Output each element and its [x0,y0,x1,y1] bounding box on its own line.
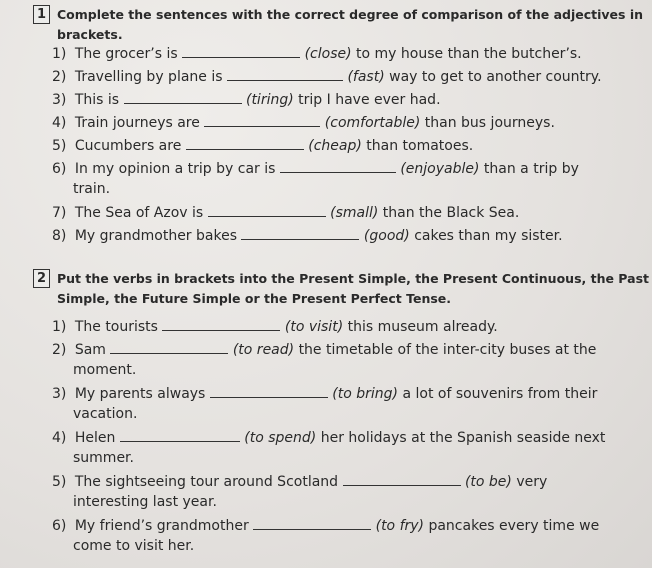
item-number: 5) [52,474,67,490]
answer-blank[interactable] [280,158,396,173]
sentence-end: than bus journeys. [424,115,555,131]
sentence-start: The grocer’s is [74,46,178,62]
item-number: 3) [52,92,67,108]
sentence-start: My parents always [74,386,206,402]
sentence-end: to my house than the butcher’s. [356,46,582,62]
instruction-line-2: Simple, the Future Simple or the Present Perfect Tense. [57,291,452,306]
ex1-item-3 [52,89,441,110]
sentence-end: pancakes every time we [428,518,600,534]
item-number: 2) [52,342,67,358]
sentence-continuation: summer. [73,450,134,466]
item-number: 6) [52,518,67,534]
sentence-continuation: train. [73,181,111,197]
bracket-word: (to read) [232,342,295,358]
answer-blank[interactable] [208,202,326,217]
item-number: 5) [52,138,67,154]
bracket-word: (to be) [464,474,512,490]
answer-blank[interactable] [124,89,242,104]
sentence-start: The sightseeing tour around Scotland [74,474,339,490]
answer-blank[interactable] [253,515,371,530]
ex1-item-1 [52,43,582,64]
sentence-start: Cucumbers are [74,138,182,154]
bracket-word: (to bring) [332,386,398,402]
answer-blank[interactable] [182,43,300,58]
exercise-2-instruction [57,269,649,309]
sentence-end: her holidays at the Spanish seaside next [320,430,606,446]
sentence-start: The tourists [74,319,158,335]
bracket-word: (enjoyable) [400,161,480,177]
ex2-item-4 [52,427,605,448]
ex2-item-1 [52,316,498,337]
item-number: 8) [52,228,67,244]
answer-blank[interactable] [204,112,320,127]
sentence-start: Sam [74,342,106,358]
sentence-start: Train journeys are [74,115,200,131]
ex2-item-2 [52,339,596,360]
sentence-end: very [516,474,548,490]
exercise-1-number: 1 [33,5,50,24]
answer-blank[interactable] [120,427,240,442]
bracket-word: (comfortable) [324,115,421,131]
answer-blank[interactable] [227,66,343,81]
sentence-start: This is [74,92,120,108]
answer-blank[interactable] [162,316,280,331]
sentence-start: My friend’s grandmother [74,518,249,534]
bracket-word: (good) [363,228,410,244]
ex1-item-8 [52,225,563,246]
answer-blank[interactable] [210,383,328,398]
item-number: 1) [52,319,67,335]
sentence-start: In my opinion a trip by car is [74,161,276,177]
sentence-end: than the Black Sea. [382,205,520,221]
item-number: 6) [52,161,67,177]
bracket-word: (close) [304,46,352,62]
sentence-continuation: vacation. [73,406,138,422]
item-number: 3) [52,386,67,402]
ex1-item-6 [52,158,579,179]
exercise-2-number: 2 [33,269,50,288]
ex1-item-4 [52,112,555,133]
ex2-item-6-continuation [73,536,194,556]
item-number: 4) [52,115,67,131]
sentence-end: the timetable of the inter-city buses at the [298,342,597,358]
item-number: 7) [52,205,67,221]
ex1-item-6-continuation [73,179,110,199]
sentence-start: Travelling by plane is [74,69,223,85]
exercise-1-header [33,5,652,45]
bracket-word: (small) [330,205,379,221]
sentence-end: than a trip by [483,161,579,177]
bracket-word: (cheap) [308,138,362,154]
sentence-continuation: moment. [73,362,137,378]
ex2-item-5-continuation [73,492,217,512]
bracket-word: (to spend) [244,430,317,446]
sentence-end: way to get to another country. [389,69,602,85]
item-number: 2) [52,69,67,85]
answer-blank[interactable] [186,135,304,150]
item-number: 4) [52,430,67,446]
sentence-end: than tomatoes. [366,138,474,154]
sentence-start: Helen [74,430,116,446]
answer-blank[interactable] [343,471,461,486]
sentence-continuation: interesting last year. [73,494,217,510]
sentence-end: a lot of souvenirs from their [402,386,598,402]
sentence-end: trip I have ever had. [298,92,441,108]
sentence-continuation: come to visit her. [73,538,195,554]
sentence-start: My grandmother bakes [74,228,237,244]
exercise-2-header [33,269,649,309]
bracket-word: (to fry) [375,518,425,534]
bracket-word: (to visit) [284,319,344,335]
ex2-item-5 [52,471,547,492]
ex1-item-5 [52,135,473,156]
sentence-start: The Sea of Azov is [74,205,204,221]
ex2-item-3-continuation [73,404,137,424]
exercise-1-instruction: Complete the sentences with the correct degree of comparison of the adjectives in brackets. [57,7,644,42]
ex2-item-4-continuation [73,448,134,468]
bracket-word: (fast) [347,69,385,85]
sentence-end: cakes than my sister. [414,228,563,244]
instruction-line-1: Put the verbs in brackets into the Present Simple, the Present Continuous, the Past [57,271,649,286]
ex2-item-2-continuation [73,360,136,380]
ex1-item-7 [52,202,519,223]
ex2-item-3 [52,383,597,404]
bracket-word: (tiring) [245,92,294,108]
item-number: 1) [52,46,67,62]
sentence-end: this museum already. [347,319,498,335]
ex1-item-2 [52,66,602,87]
ex2-item-6 [52,515,599,536]
answer-blank[interactable] [110,339,228,354]
answer-blank[interactable] [241,225,359,240]
